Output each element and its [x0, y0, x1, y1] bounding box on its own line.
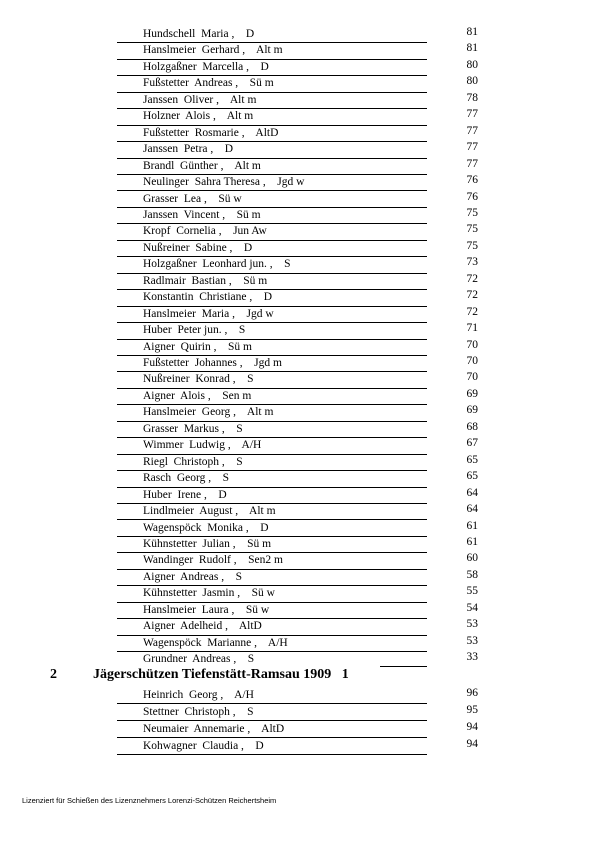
- list-item: [0, 323, 596, 339]
- shooter-score: 77: [466, 157, 478, 170]
- shooter-name: Wandinger Rudolf , Sen2 m: [143, 554, 283, 567]
- shooter-name: Fußstetter Johannes , Jgd m: [143, 357, 282, 369]
- shooter-name: Kohwagner Claudia , D: [143, 740, 264, 752]
- list-item: [0, 553, 596, 569]
- list-item: [0, 438, 596, 454]
- shooter-score: 76: [466, 174, 478, 187]
- shooter-name: Janssen Petra , D: [143, 143, 234, 156]
- list-item: [0, 739, 596, 755]
- list-item: [0, 175, 596, 191]
- list-item: [0, 208, 596, 224]
- list-item: [0, 43, 596, 59]
- shooter-name: Stettner Christoph , S: [143, 706, 254, 718]
- shooter-score: 94: [466, 721, 478, 733]
- shooter-name: Heinrich Georg , A/H: [143, 689, 254, 701]
- shooter-name: Neumaier Annemarie , AltD: [143, 723, 285, 735]
- shooter-name: Lindlmeier August , Alt m: [143, 505, 276, 518]
- shooter-name: Aigner Andreas , S: [143, 570, 243, 583]
- list-item: [0, 636, 596, 652]
- shooter-name: Kropf Cornelia , Jun Aw: [143, 225, 267, 238]
- list-item: [0, 586, 596, 602]
- list-item: [0, 537, 596, 553]
- shooter-score: 95: [466, 704, 478, 716]
- shooter-name: Janssen Oliver , Alt m: [143, 93, 257, 106]
- shooter-name: Holzgaßner Leonhard jun. , S: [143, 258, 291, 271]
- shooter-score: 55: [466, 585, 478, 598]
- shooter-score: 77: [466, 124, 478, 137]
- shooter-score: 71: [466, 322, 478, 335]
- shooter-score: 53: [466, 634, 478, 647]
- list-item: [0, 521, 596, 537]
- list-item: [0, 76, 596, 92]
- shooter-score: 61: [466, 535, 478, 548]
- shooter-score: 69: [466, 387, 478, 400]
- list-item: [0, 340, 596, 356]
- list-item: [0, 142, 596, 158]
- shooter-name: Aigner Alois , Sen m: [143, 389, 252, 402]
- shooter-score: 67: [466, 437, 478, 450]
- shooter-score: 76: [466, 190, 478, 203]
- list-item: [0, 60, 596, 76]
- shooter-score: 61: [466, 519, 478, 532]
- shooter-name: Janssen Vincent , Sü m: [143, 208, 261, 221]
- list-item: [0, 372, 596, 388]
- shooter-name: Grundner Andreas , S: [143, 653, 255, 666]
- list-item: [0, 471, 596, 487]
- shooter-score: 72: [466, 289, 478, 302]
- shooter-name: Hanslmeier Laura , Sü w: [143, 603, 270, 616]
- shooter-score: 78: [466, 91, 478, 104]
- shooter-score: 80: [466, 75, 478, 88]
- shooter-score: 81: [466, 42, 478, 55]
- shooter-score: 80: [466, 58, 478, 71]
- list-item: [0, 422, 596, 438]
- shooter-name: Kühnstetter Jasmin , Sü w: [143, 587, 275, 600]
- shooter-name: Fußstetter Rosmarie , AltD: [143, 126, 279, 139]
- shooter-score: 77: [466, 108, 478, 121]
- license-footer: Lizenziert für Schießen des Lizenznehmers Lorenzi-Schützen Reichertsheim: [22, 796, 277, 805]
- shooter-score: 58: [466, 568, 478, 581]
- list-item: [0, 192, 596, 208]
- shooter-score: 69: [466, 404, 478, 417]
- shooter-name: Holzner Alois , Alt m: [143, 110, 254, 123]
- shooter-score: 54: [466, 601, 478, 614]
- list-item: [0, 488, 596, 504]
- shooter-name: Hanslmeier Maria , Jgd w: [143, 307, 274, 320]
- list-item: [0, 126, 596, 142]
- shooter-name: Grasser Markus , S: [143, 422, 243, 435]
- list-item: [0, 27, 596, 43]
- shooter-name: Holzgaßner Marcella , D: [143, 60, 269, 73]
- shooter-score: 70: [466, 371, 478, 384]
- shooter-name: Rasch Georg , S: [143, 472, 230, 485]
- shooter-score: 60: [466, 552, 478, 565]
- list-item: [0, 109, 596, 125]
- shooter-name: Hundschell Maria , D: [143, 28, 255, 40]
- list-item: [0, 93, 596, 109]
- list-item: [0, 356, 596, 372]
- list-item: [0, 570, 596, 586]
- shooter-name: Wagenspöck Monika , D: [143, 521, 269, 534]
- shooter-name: Nußreiner Konrad , S: [143, 373, 254, 386]
- list-item: [0, 619, 596, 635]
- list-item: [0, 603, 596, 619]
- shooter-score: 68: [466, 420, 478, 433]
- shooter-score: 70: [466, 338, 478, 351]
- list-item: [0, 257, 596, 273]
- shooter-name: Neulinger Sahra Theresa , Jgd w: [143, 176, 305, 189]
- shooter-name: Wagenspöck Marianne , A/H: [143, 636, 288, 649]
- shooter-score: 64: [466, 486, 478, 499]
- shooter-name: Radlmair Bastian , Sü m: [143, 274, 268, 287]
- shooter-score: 75: [466, 223, 478, 236]
- list-item: [0, 274, 596, 290]
- list-item: [0, 241, 596, 257]
- list-item: [0, 307, 596, 323]
- list-item: [0, 290, 596, 306]
- shooter-name: Brandl Günther , Alt m: [143, 159, 261, 172]
- shooter-score: 77: [466, 141, 478, 154]
- list-item: [0, 688, 596, 704]
- shooter-name: Aigner Quirin , Sü m: [143, 340, 252, 353]
- list-item: [0, 159, 596, 175]
- list-item: [0, 389, 596, 405]
- shooter-score: 75: [466, 239, 478, 252]
- shooter-name: Hanslmeier Gerhard , Alt m: [143, 44, 283, 57]
- shooter-score: 75: [466, 206, 478, 219]
- shooter-score: 64: [466, 503, 478, 516]
- shooter-name: Aigner Adelheid , AltD: [143, 620, 262, 633]
- list-item: [0, 455, 596, 471]
- shooter-name: Kühnstetter Julian , Sü m: [143, 537, 272, 550]
- shooter-score: 96: [466, 687, 478, 699]
- shooter-score: 72: [466, 305, 478, 318]
- team-header: [0, 667, 596, 687]
- shooter-score: 65: [466, 470, 478, 483]
- list-item: [0, 722, 596, 738]
- shooter-name: Nußreiner Sabine , D: [143, 241, 253, 254]
- shooter-score: 33: [466, 651, 478, 664]
- team-name: Jägerschützen Tiefenstätt-Ramsau 1909 1: [93, 667, 349, 682]
- shooter-name: Wimmer Ludwig , A/H: [143, 439, 262, 452]
- list-item: [0, 405, 596, 421]
- shooter-name: Huber Peter jun. , S: [143, 324, 246, 337]
- shooter-name: Grasser Lea , Sü w: [143, 192, 242, 205]
- team-number: 2: [50, 667, 57, 682]
- shooter-name: Fußstetter Andreas , Sü m: [143, 77, 274, 90]
- row-underline: [117, 754, 427, 755]
- shooter-score: 65: [466, 453, 478, 466]
- shooter-score: 72: [466, 272, 478, 285]
- list-item: [0, 504, 596, 520]
- shooter-score: 94: [466, 738, 478, 750]
- shooter-name: Riegl Christoph , S: [143, 455, 243, 468]
- shooter-score: 70: [466, 355, 478, 367]
- shooter-score: 73: [466, 256, 478, 269]
- shooter-score: 53: [466, 618, 478, 631]
- shooter-score: 81: [466, 26, 478, 38]
- shooter-name: Huber Irene , D: [143, 488, 227, 501]
- shooter-name: Hanslmeier Georg , Alt m: [143, 406, 274, 419]
- shooter-name: Konstantin Christiane , D: [143, 291, 273, 304]
- list-item: [0, 705, 596, 721]
- list-item: [0, 224, 596, 240]
